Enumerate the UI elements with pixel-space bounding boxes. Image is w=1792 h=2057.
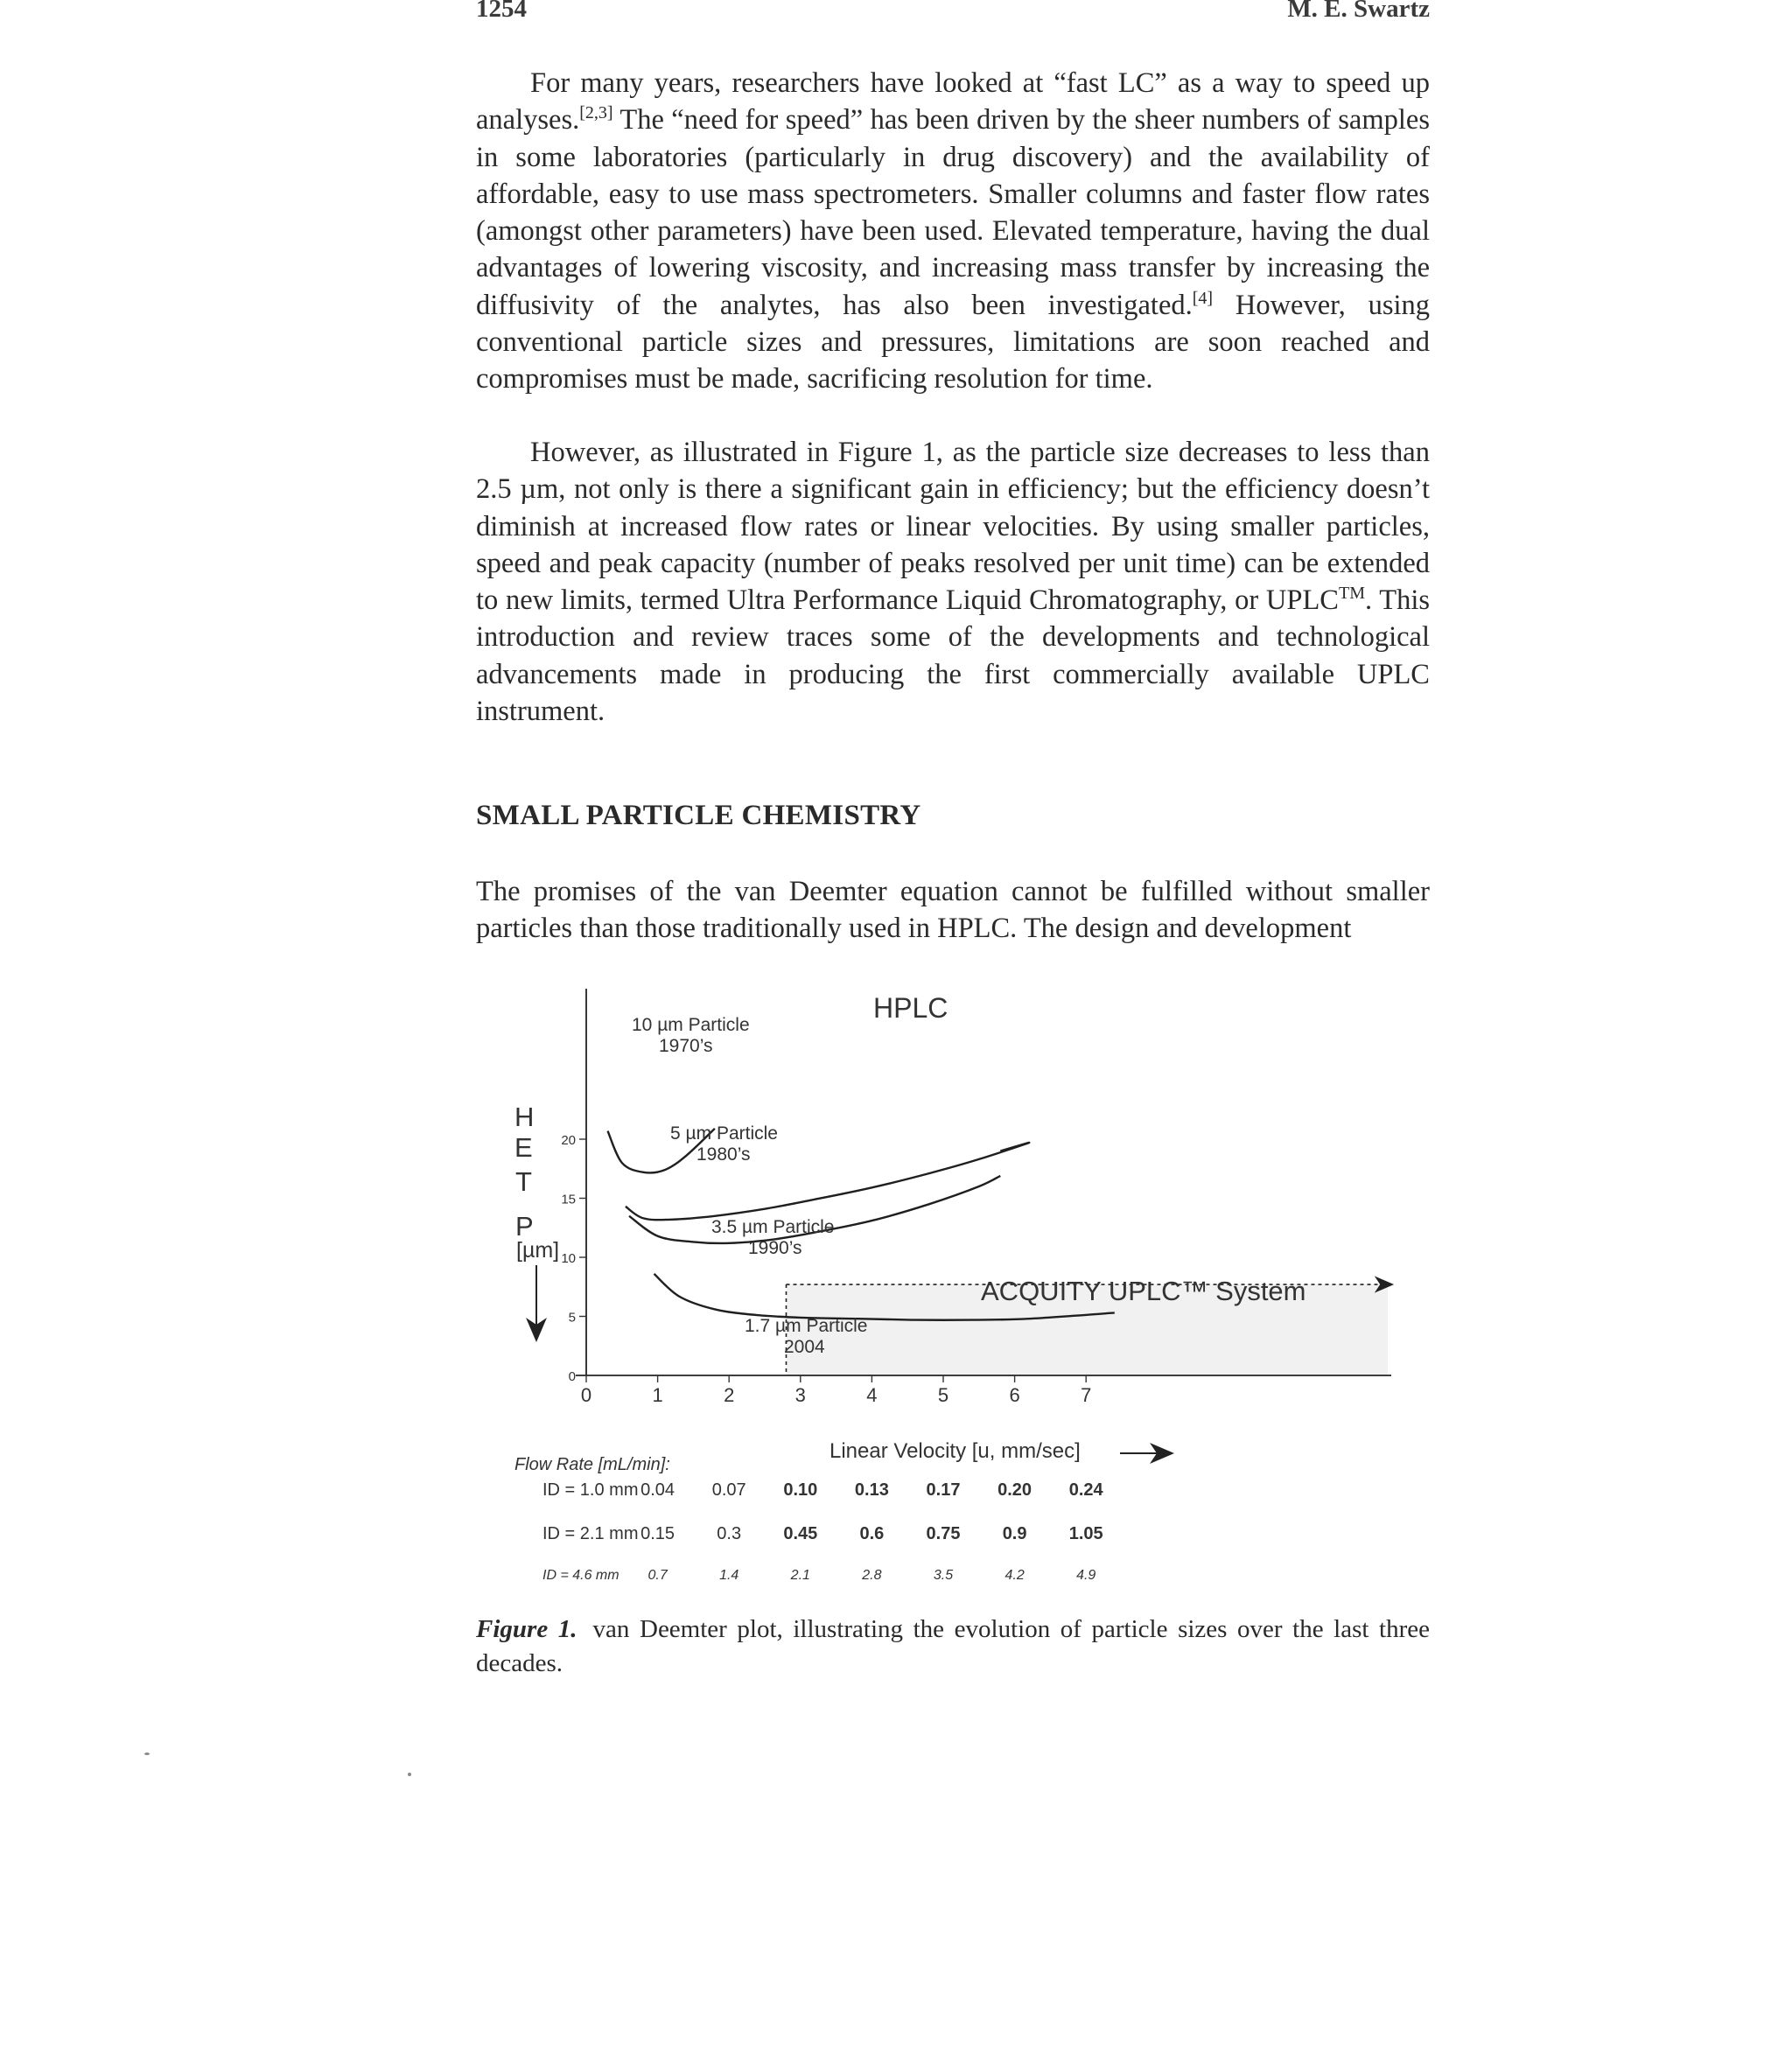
- flow-table-cell: 0.3: [717, 1524, 742, 1543]
- y-tick-label: 20: [561, 1133, 576, 1148]
- flow-table-cell: 0.75: [926, 1524, 961, 1543]
- running-author: M. E. Swartz: [1287, 0, 1430, 23]
- flow-table-cell: 0.13: [854, 1480, 889, 1500]
- flow-table-cell: 0.45: [783, 1524, 818, 1543]
- flow-table-cell: 1.4: [719, 1568, 739, 1583]
- flow-table-cell: 1.05: [1068, 1524, 1103, 1543]
- flow-table-cell: 0.17: [926, 1480, 961, 1500]
- y-label-letter-e: E: [514, 1132, 533, 1163]
- van-deemter-figure: [508, 989, 1400, 1601]
- paragraph-2-text-a: However, as illustrated in Figure 1, as the particle size decreases to less than 2.5 µm, not only is there a significant gain in efficiency; but the efficiency doesn’t diminish at increased flow rates or linear velocities. By using smaller particles, speed and peak capacity (number of peaks resolved per unit time) can be extended to new limits, termed Ultra Performance Liquid Chromatography, or UPLC: [476, 437, 1430, 617]
- x-tick-label: 1: [652, 1384, 663, 1406]
- trademark-mark: TM: [1338, 584, 1365, 604]
- label-3-5um-line1: 3.5 µm Particle: [711, 1217, 835, 1237]
- flow-table-cell: 0.04: [640, 1480, 676, 1500]
- flow-table-cell: 4.2: [1004, 1568, 1025, 1583]
- flow-table-row-label: ID = 4.6 mm: [542, 1568, 620, 1583]
- flow-table-cell: 2.1: [790, 1568, 810, 1583]
- hplc-label: HPLC: [873, 992, 948, 1024]
- paragraph-1-text-c: However, using conventional particle sizes and pressures, limitations are soon reached and compromises must be made, sacrificing resolution for time.: [476, 289, 1430, 395]
- paragraph-van-deemter: The promises of the van Deemter equation cannot be fulfilled without smaller particles than those traditionally used in HPLC. The design and development: [476, 876, 1430, 945]
- x-tick-label: 6: [1009, 1384, 1020, 1406]
- flow-table-cell: 0.20: [998, 1480, 1032, 1500]
- flow-table-row-label: ID = 2.1 mm: [542, 1524, 639, 1543]
- label-3-5um-line2: 1990’s: [748, 1238, 802, 1258]
- paragraph-fast-lc: [476, 65, 1430, 398]
- x-axis-label: Linear Velocity [u, mm/sec]: [830, 1439, 1081, 1463]
- y-tick-label: 0: [568, 1369, 576, 1384]
- label-5um-line1: 5 µm Particle: [670, 1123, 778, 1144]
- label-1-7um-line1: 1.7 µm Particle: [745, 1316, 868, 1336]
- citation-2-3: [2,3]: [579, 103, 613, 123]
- flow-table-cell: 0.6: [859, 1524, 885, 1543]
- x-tick-label: 0: [580, 1384, 592, 1406]
- y-tick-label: 10: [561, 1251, 576, 1266]
- paragraph-2-text-b: . This introduction and review traces some of the developments and technological advancements made in producing the first commercially available UPLC instrument.: [476, 584, 1431, 728]
- label-10um-line1: 10 µm Particle: [632, 1015, 750, 1035]
- flow-rate-table: [542, 1480, 1104, 1583]
- flow-table-cell: 0.07: [711, 1480, 746, 1500]
- paragraph-1-text-b: The “need for speed” has been driven by the sheer numbers of samples in some laboratories (particularly in drug discovery) and the availability of affordable, easy to use mass spectrometers. Smaller columns and faster flow rates (amongst other parameters) have been used. Elevated temperature, having the dual advantages of lowering viscosity, and increasing mass transfer by increasing the diffusivity of the analytes, has also been investigated.: [476, 104, 1430, 321]
- label-1-7um-line2: 2004: [784, 1337, 825, 1357]
- flow-table-cell: 0.24: [1068, 1480, 1103, 1500]
- caption-text: van Deemter plot, illustrating the evolution of particle sizes over the last three decades.: [476, 1615, 1430, 1677]
- scan-speck: [144, 1753, 150, 1755]
- x-tick-label: 4: [866, 1384, 878, 1406]
- flow-table-row-label: ID = 1.0 mm: [542, 1480, 639, 1500]
- section-heading: SMALL PARTICLE CHEMISTRY: [476, 800, 921, 831]
- figure-caption: [476, 1613, 1430, 1681]
- label-10um-line2: 1970’s: [659, 1036, 713, 1056]
- flow-table-cell: 0.10: [783, 1480, 818, 1500]
- paragraph-particle-size: [476, 434, 1430, 730]
- curve-5um: [626, 1143, 1029, 1220]
- x-tick-label: 3: [794, 1384, 806, 1406]
- flow-table-cell: 0.7: [648, 1568, 668, 1583]
- scan-speck: [408, 1773, 411, 1776]
- flow-table-cell: 3.5: [933, 1568, 954, 1583]
- x-tick-label: 7: [1081, 1384, 1092, 1406]
- flow-table-cell: 0.9: [1002, 1524, 1027, 1543]
- y-label-letter-t: T: [515, 1166, 532, 1197]
- citation-4: [4]: [1192, 288, 1214, 308]
- flow-table-cell: 4.9: [1076, 1568, 1096, 1583]
- y-label-letter-p: P: [515, 1211, 534, 1242]
- flow-table-cell: 0.15: [640, 1524, 676, 1543]
- van-deemter-chart: [508, 989, 1400, 1601]
- acquity-system-label: ACQUITY UPLC™ System: [981, 1276, 1306, 1306]
- label-5um-line2: 1980’s: [696, 1144, 751, 1165]
- x-tick-label: 2: [724, 1384, 735, 1406]
- running-header: [476, 0, 1430, 30]
- y-label-letter-h: H: [514, 1102, 535, 1132]
- flow-table-cell: 2.8: [862, 1568, 882, 1583]
- caption-label: Figure 1.: [476, 1615, 578, 1643]
- y-tick-label: 15: [561, 1192, 576, 1207]
- page-number: 1254: [476, 0, 527, 23]
- y-tick-label: 5: [568, 1310, 576, 1326]
- y-axis-unit: [µm]: [516, 1238, 560, 1263]
- x-tick-label: 5: [937, 1384, 949, 1406]
- flow-rate-label: Flow Rate [mL/min]:: [514, 1455, 670, 1474]
- paragraph-1-text-a: For many years, researchers have looked at “fast LC” as a way to speed up analyses.: [476, 67, 1430, 136]
